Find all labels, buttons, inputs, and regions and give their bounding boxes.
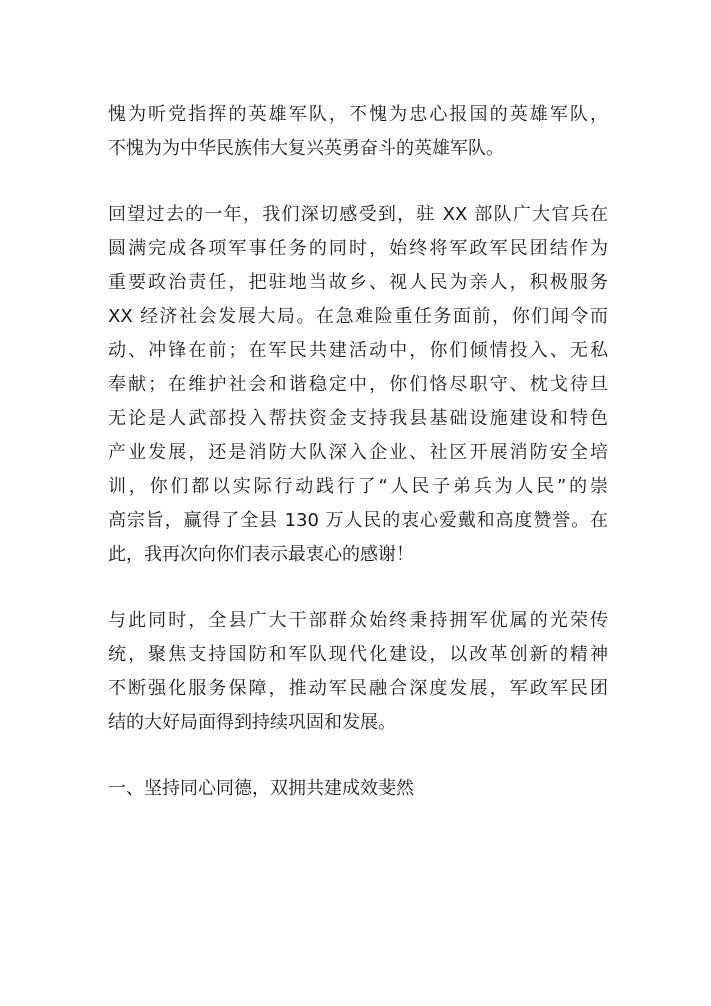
- text-line: 重要政治责任，把驻地当故乡、视人民为亲人，积极服务: [108, 272, 608, 293]
- paragraph-2: [108, 198, 608, 572]
- paragraph-1: [108, 98, 608, 166]
- text-line: 无论是人武部投入帮扶资金支持我县基础设施建设和特色: [108, 408, 608, 429]
- text-line: 奉献；在维护社会和谐稳定中，你们恪尽职守、枕戈待旦: [108, 374, 608, 395]
- paragraph-spacer: [108, 740, 608, 772]
- text-line: 结的大好局面得到持续巩固和发展。: [108, 712, 396, 733]
- text-line: 不断强化服务保障，推动军民融合深度发展，军政军民团: [108, 678, 608, 699]
- text-line: 圆满完成各项军事任务的同时，始终将军政军民团结作为: [108, 238, 608, 259]
- paragraph-spacer: [108, 166, 608, 198]
- document-body: [108, 98, 608, 806]
- section-heading: 一、坚持同心同德，双拥共建成效斐然: [108, 778, 414, 799]
- paragraph-3: [108, 604, 608, 740]
- text-line: 训，你们都以实际行动践行了“人民子弟兵为人民”的崇: [108, 476, 608, 497]
- text-line: 回望过去的一年，我们深切感受到，驻 XX 部队广大官兵在: [108, 204, 608, 225]
- text-line: XX 经济社会发展大局。在急难险重任务面前，你们闻令而: [108, 306, 608, 327]
- paragraph-spacer: [108, 572, 608, 604]
- text-line: 此，我再次向你们表示最衷心的感谢！: [108, 544, 414, 565]
- text-line: 产业发展，还是消防大队深入企业、社区开展消防安全培: [108, 442, 608, 463]
- text-line: 动、冲锋在前；在军民共建活动中，你们倾情投入、无私: [108, 340, 608, 361]
- text-line: 与此同时，全县广大干部群众始终秉持拥军优属的光荣传: [108, 610, 608, 631]
- text-line: 统，聚焦支持国防和军队现代化建设，以改革创新的精神: [108, 644, 608, 665]
- text-line: 高宗旨，赢得了全县 130 万人民的衷心爱戴和高度赞誉。在: [108, 510, 608, 531]
- text-line: 愧为听党指挥的英雄军队，不愧为忠心报国的英雄军队，: [108, 104, 608, 125]
- text-line: 不愧为为中华民族伟大复兴英勇奋斗的英雄军队。: [108, 138, 504, 159]
